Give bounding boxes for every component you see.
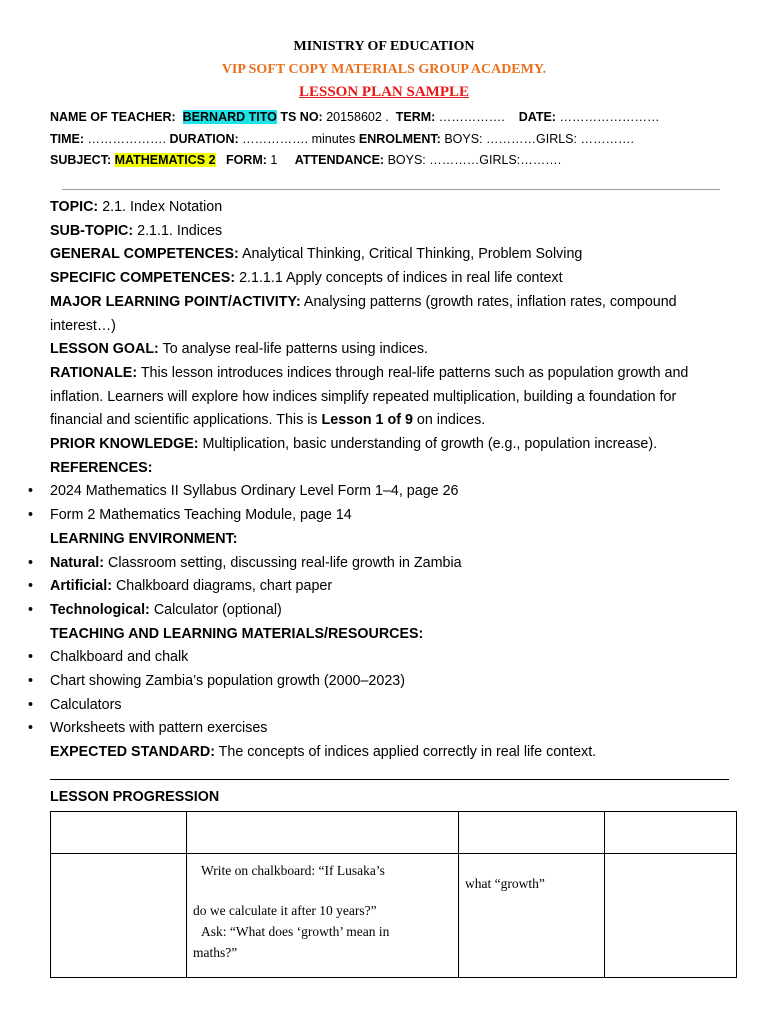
lesson-plan-body xyxy=(50,196,730,765)
enrolment-label: ENROLMENT: xyxy=(358,132,441,146)
tsno-value: 20158602 xyxy=(326,110,382,124)
table-cell xyxy=(459,854,605,978)
material-item: • Worksheets with pattern exercises xyxy=(50,717,730,741)
table-cell xyxy=(51,854,187,978)
expected-standard-label: EXPECTED STANDARD: xyxy=(50,744,215,761)
rationale-line-2 xyxy=(50,386,730,410)
major-learning-line-2 xyxy=(50,315,730,339)
duration-value: ……………. minutes xyxy=(242,132,356,146)
rationale-label: RATIONALE: xyxy=(50,364,138,381)
specific-competences-label: SPECIFIC COMPETENCES: xyxy=(50,270,236,287)
lesson-goal-line xyxy=(50,338,730,362)
teacher-value: BERNARD TITO xyxy=(182,110,277,124)
specific-competences-line xyxy=(50,267,730,291)
material-item: • Chart showing Zambia’s population growth (2000–2023) xyxy=(50,670,730,694)
teacher-label: NAME OF TEACHER: xyxy=(50,110,176,124)
table-cell xyxy=(605,854,737,978)
environment-item-value: Classroom setting, discussing real-life growth in Zambia xyxy=(108,554,462,571)
form-label: FORM: xyxy=(225,153,267,167)
environment-label: LEARNING ENVIRONMENT: xyxy=(50,530,238,547)
date-value: …………………… xyxy=(559,110,660,124)
lesson-goal-value: To analyse real-life patterns using indices. xyxy=(162,341,428,358)
lesson-progression-title: LESSON PROGRESSION xyxy=(50,789,220,805)
major-learning-label: MAJOR LEARNING POINT/ACTIVITY: xyxy=(50,293,301,310)
teacher-activity-line: Ask: “What does ‘growth’ mean in xyxy=(201,924,390,939)
references-label: REFERENCES: xyxy=(50,459,153,476)
document-title: LESSON PLAN SAMPLE xyxy=(298,84,470,100)
general-competences-line xyxy=(50,243,730,267)
environment-item-label: Technological: xyxy=(50,601,150,618)
subtopic-label: SUB-TOPIC: xyxy=(50,222,134,239)
major-learning-value: Analysing patterns (growth rates, inflation rates, compound xyxy=(303,293,677,310)
table-cell xyxy=(187,854,459,978)
attendance-value: BOYS: …………GIRLS:………. xyxy=(387,153,562,167)
environment-item xyxy=(50,552,730,576)
table-cell xyxy=(605,812,737,854)
materials-label: TEACHING AND LEARNING MATERIALS/RESOURCES: xyxy=(50,625,424,642)
general-competences-value: Analytical Thinking, Critical Thinking, Problem Solving xyxy=(241,246,583,263)
time-label: TIME: xyxy=(50,132,85,146)
rationale-text-4: on indices. xyxy=(416,412,486,429)
environment-item xyxy=(50,599,730,623)
tsno-label: TS NO: xyxy=(280,110,323,124)
subject-value: MATHEMATICS 2 xyxy=(114,153,216,167)
form-value: 1 xyxy=(270,153,278,167)
academy-heading: VIP SOFT COPY MATERIALS GROUP ACADEMY. xyxy=(221,62,547,77)
lesson-goal-label: LESSON GOAL: xyxy=(50,341,159,358)
subject-label: SUBJECT: xyxy=(50,153,112,167)
lesson-number: Lesson 1 of 9 xyxy=(321,412,413,429)
ministry-heading: MINISTRY OF EDUCATION xyxy=(293,39,475,54)
table-row xyxy=(51,812,737,854)
references-heading xyxy=(50,457,730,481)
rationale-text-2: inflation. Learners will explore how indices simplify repeated multiplication, building a foundation for xyxy=(50,388,677,405)
expected-standard-line xyxy=(50,741,730,765)
general-competences-label: GENERAL COMPETENCES: xyxy=(50,246,239,263)
rationale-text-3: financial and scientific applications. This is xyxy=(50,412,318,429)
environment-item-value: Chalkboard diagrams, chart paper xyxy=(115,578,333,595)
material-item: • Calculators xyxy=(50,694,730,718)
reference-item: • 2024 Mathematics II Syllabus Ordinary Level Form 1–4, page 26 xyxy=(50,480,730,504)
meta-row-subject xyxy=(50,152,561,169)
learner-activity-line: what “growth” xyxy=(465,876,545,891)
teacher-activity-line: maths?” xyxy=(193,945,238,960)
meta-row-teacher: NAME OF TEACHER: BERNARD TITO TS NO: 20158602 . TERM: ……………. DATE: …………………… xyxy=(50,110,660,124)
environment-item xyxy=(50,575,730,599)
material-item: • Chalkboard and chalk xyxy=(50,646,730,670)
rationale-line-1 xyxy=(50,362,730,386)
prior-knowledge-label: PRIOR KNOWLEDGE: xyxy=(50,436,199,453)
table-row xyxy=(51,854,737,978)
topic-label: TOPIC: xyxy=(50,199,99,215)
specific-competences-value: 2.1.1.1 Apply concepts of indices in real life context xyxy=(239,270,563,287)
enrolment-value: BOYS: …………GIRLS: …………. xyxy=(444,132,634,146)
teacher-activity-line: Write on chalkboard: “If Lusaka’s xyxy=(201,863,385,878)
major-learning-line xyxy=(50,291,730,315)
environment-item-label: Natural: xyxy=(50,554,105,571)
rationale-line-3 xyxy=(50,409,730,433)
subtopic-line xyxy=(50,220,730,244)
reference-item: • Form 2 Mathematics Teaching Module, page 14 xyxy=(50,504,730,528)
table-cell xyxy=(187,812,459,854)
topic-value: 2.1. Index Notation xyxy=(102,199,223,215)
time-value: ………………. xyxy=(87,132,166,146)
table-cell xyxy=(459,812,605,854)
divider-progression xyxy=(50,779,729,780)
prior-knowledge-line xyxy=(50,433,730,457)
materials-heading xyxy=(50,623,730,647)
teacher-activity-line: do we calculate it after 10 years?” xyxy=(193,903,377,918)
expected-standard-value: The concepts of indices applied correctly in real life context. xyxy=(218,744,597,761)
subtopic-value: 2.1.1. Indices xyxy=(137,222,223,239)
environment-heading xyxy=(50,528,730,552)
prior-knowledge-value: Multiplication, basic understanding of growth (e.g., population increase). xyxy=(202,436,658,453)
topic-line xyxy=(50,196,730,220)
table-cell xyxy=(51,812,187,854)
meta-row-time xyxy=(50,131,634,148)
lesson-progression-table xyxy=(50,811,737,978)
date-label: DATE: xyxy=(518,110,556,124)
attendance-label: ATTENDANCE: xyxy=(294,153,385,167)
major-learning-value-cont: interest…) xyxy=(50,317,116,334)
term-value: ……………. xyxy=(438,110,505,124)
divider-top xyxy=(62,189,720,190)
term-label: TERM: xyxy=(395,110,436,124)
duration-label: DURATION: xyxy=(169,132,239,146)
rationale-text-1: This lesson introduces indices through real-life patterns such as population growth and xyxy=(140,364,689,381)
environment-item-value: Calculator (optional) xyxy=(153,601,282,618)
environment-item-label: Artificial: xyxy=(50,578,112,595)
